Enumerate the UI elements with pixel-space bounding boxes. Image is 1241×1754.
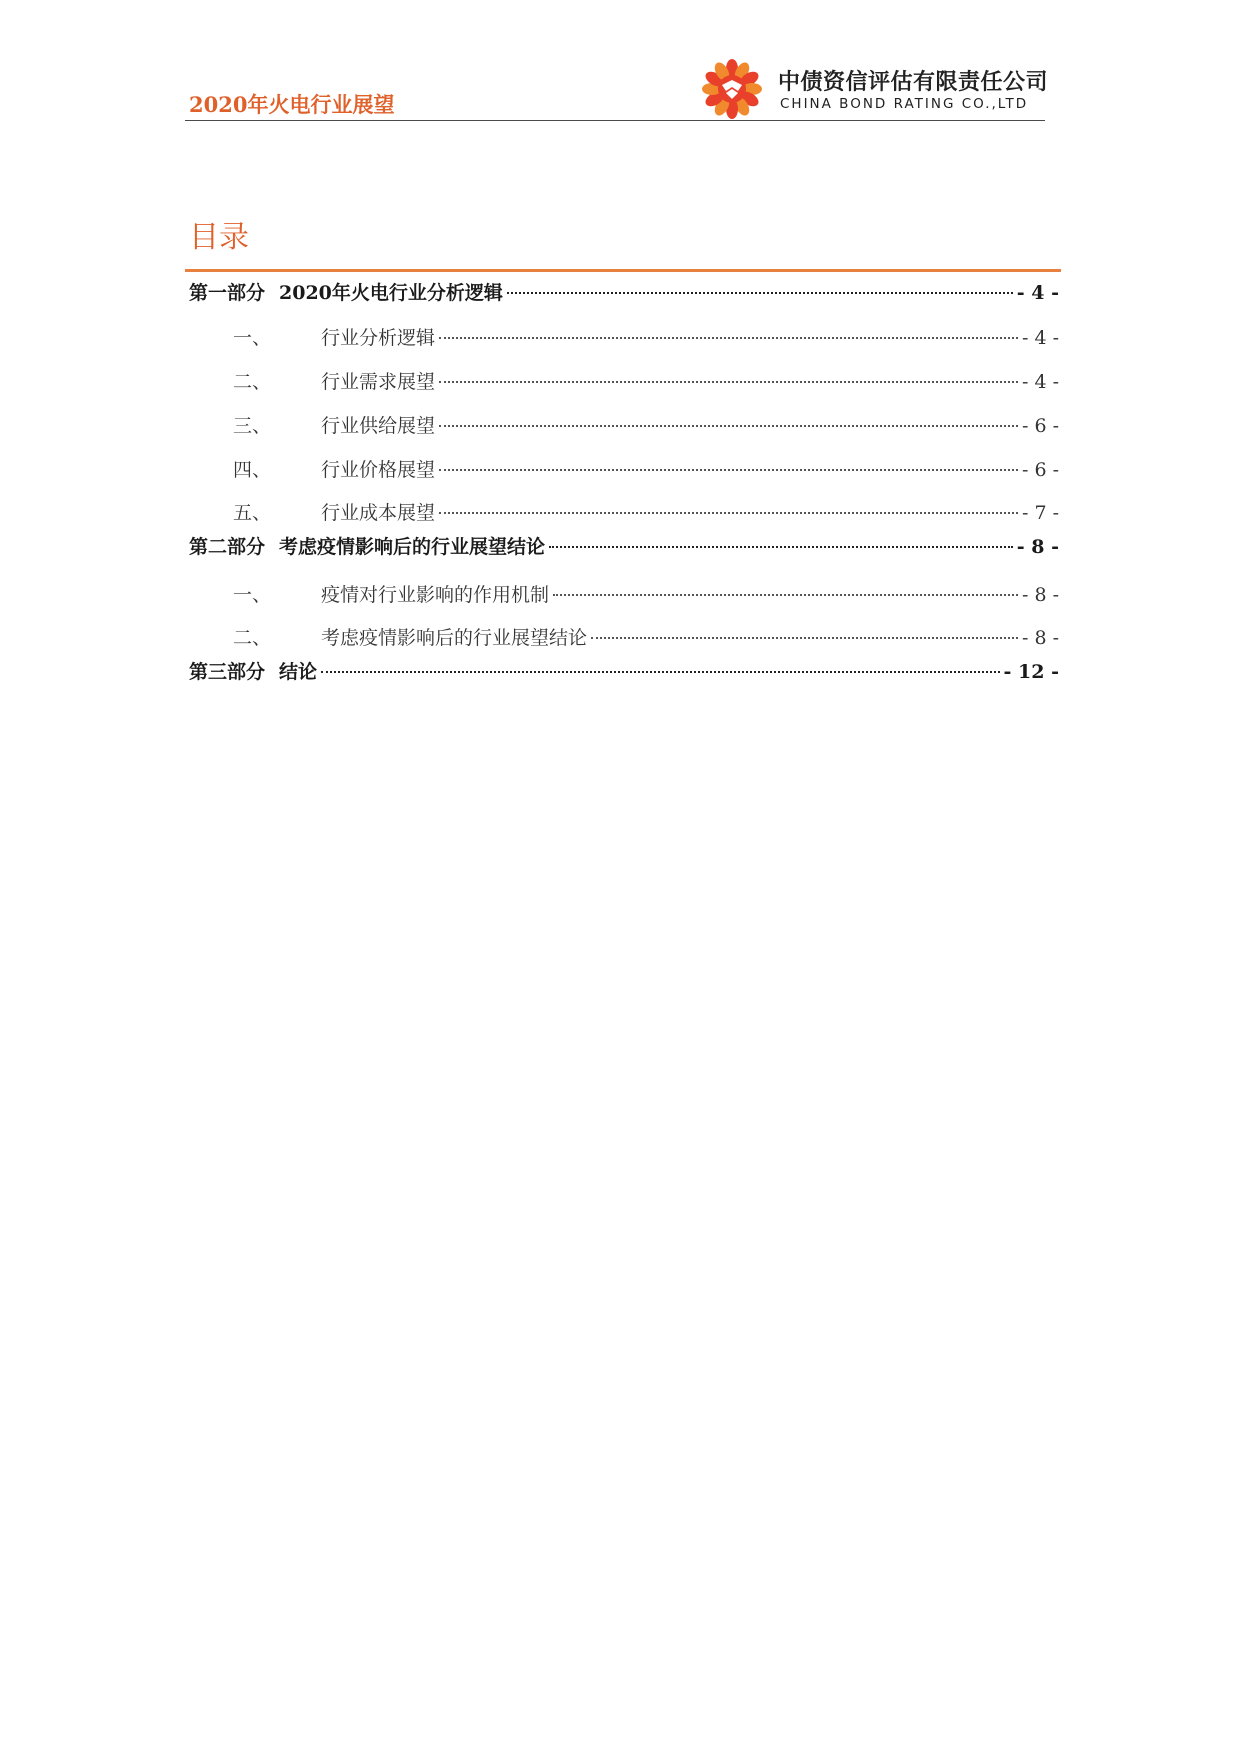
logo-company-cn: 中债资信评估有限责任公司 bbox=[778, 70, 1049, 95]
toc-entry-title: 行业成本展望 bbox=[321, 502, 436, 524]
toc-dot-leader bbox=[439, 512, 1018, 514]
toc-page-number: - 7 - bbox=[1021, 502, 1059, 524]
logo-mark-icon bbox=[700, 57, 764, 121]
toc-entry-title: 结论 bbox=[279, 661, 318, 683]
toc-entry-label: 第二部分 bbox=[189, 536, 266, 558]
toc-section-entry[interactable] bbox=[189, 455, 1059, 485]
toc-dot-leader bbox=[439, 425, 1018, 427]
toc-dot-leader bbox=[439, 381, 1018, 383]
toc-entry-title: 2020年火电行业分析逻辑 bbox=[279, 282, 503, 304]
logo-company-en: CHINA BOND RATING CO.,LTD bbox=[780, 96, 1029, 112]
toc-entry-title: 考虑疫情影响后的行业展望结论 bbox=[279, 536, 546, 558]
toc-section-entry[interactable] bbox=[189, 498, 1059, 528]
toc-entry-label: 五、 bbox=[233, 502, 272, 524]
toc-page-number: - 8 - bbox=[1016, 536, 1059, 558]
toc-dot-leader bbox=[439, 337, 1018, 339]
toc-heading: 目录 bbox=[189, 220, 249, 255]
toc-entry-title: 行业分析逻辑 bbox=[321, 327, 436, 349]
toc-entry-label: 二、 bbox=[233, 627, 272, 649]
toc-entry-label: 四、 bbox=[233, 459, 272, 481]
toc-entry-label: 一、 bbox=[233, 584, 272, 606]
toc-dot-leader bbox=[591, 637, 1018, 639]
toc-page-number: - 4 - bbox=[1016, 282, 1059, 304]
toc-section-entry[interactable] bbox=[189, 367, 1059, 397]
toc-entry-title: 疫情对行业影响的作用机制 bbox=[321, 584, 550, 606]
toc-page-number: - 12 - bbox=[1003, 661, 1059, 683]
toc-entry-label: 一、 bbox=[233, 327, 272, 349]
toc-dot-leader bbox=[553, 594, 1018, 596]
toc-entry-label: 三、 bbox=[233, 415, 272, 437]
page-header bbox=[185, 55, 1057, 121]
toc-section-entry[interactable] bbox=[189, 623, 1059, 653]
toc-page-number: - 4 - bbox=[1021, 327, 1059, 349]
header-title: 2020年火电行业展望 bbox=[189, 92, 395, 117]
toc-page-number: - 6 - bbox=[1021, 415, 1059, 437]
toc-part-entry[interactable] bbox=[189, 278, 1059, 308]
toc-section-entry[interactable] bbox=[189, 323, 1059, 353]
toc-entry-title: 行业价格展望 bbox=[321, 459, 436, 481]
toc-part-entry[interactable] bbox=[189, 532, 1059, 562]
toc-dot-leader bbox=[439, 469, 1018, 471]
toc-dot-leader bbox=[507, 292, 1013, 294]
toc-entry-label: 二、 bbox=[233, 371, 272, 393]
toc-entry-title: 考虑疫情影响后的行业展望结论 bbox=[321, 627, 588, 649]
toc-entry-label: 第三部分 bbox=[189, 661, 266, 683]
header-divider bbox=[185, 120, 1045, 121]
toc-dot-leader bbox=[549, 546, 1013, 548]
company-logo bbox=[700, 57, 1049, 121]
toc-entry-title: 行业需求展望 bbox=[321, 371, 436, 393]
toc-entry-label: 第一部分 bbox=[189, 282, 266, 304]
toc-page-number: - 4 - bbox=[1021, 371, 1059, 393]
toc-section-entry[interactable] bbox=[189, 580, 1059, 610]
toc-part-entry[interactable] bbox=[189, 657, 1059, 687]
toc-entry-title: 行业供给展望 bbox=[321, 415, 436, 437]
toc-section-entry[interactable] bbox=[189, 411, 1059, 441]
toc-page-number: - 8 - bbox=[1021, 584, 1059, 606]
toc-page-number: - 6 - bbox=[1021, 459, 1059, 481]
toc-heading-divider bbox=[185, 269, 1061, 272]
toc-dot-leader bbox=[321, 671, 1000, 673]
toc-page-number: - 8 - bbox=[1021, 627, 1059, 649]
